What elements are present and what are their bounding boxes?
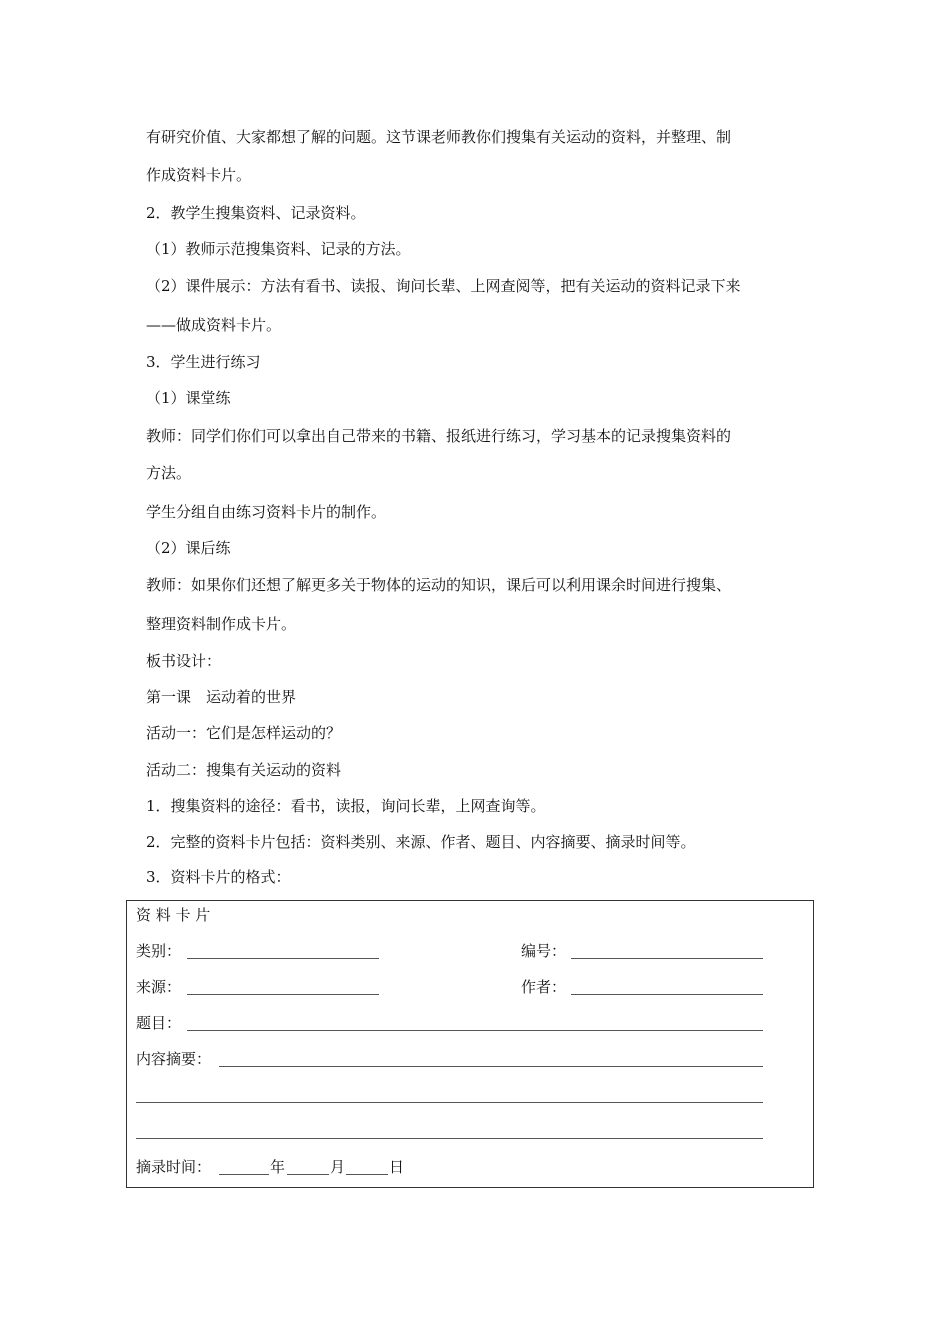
- paragraph-line: 3．资料卡片的格式：: [146, 868, 291, 886]
- card-title: 资 料 卡 片: [136, 906, 211, 924]
- paragraph-line: 1．搜集资料的途径：看书，读报，询问长辈，上网查询等。: [146, 797, 546, 815]
- paragraph-line: （2）课后练: [146, 539, 231, 557]
- topic-label: 题目：: [136, 1014, 182, 1032]
- month-label: 月: [330, 1158, 346, 1176]
- paragraph-line: 板书设计：: [146, 652, 222, 670]
- month-blank: [287, 1174, 329, 1175]
- paragraph-line: 学生分组自由练习资料卡片的制作。: [146, 503, 387, 521]
- category-label: 类别：: [136, 942, 182, 960]
- paragraph-line: 2．完整的资料卡片包括：资料类别、来源、作者、题目、内容摘要、摘录时间等。: [146, 833, 696, 851]
- summary-blank: [136, 1138, 763, 1139]
- paragraph-line: 第一课 运动着的世界: [146, 688, 297, 706]
- number-blank: [571, 958, 763, 959]
- year-label: 年: [270, 1158, 286, 1176]
- time-label: 摘录时间：: [136, 1158, 212, 1176]
- summary-blank: [136, 1102, 763, 1103]
- paragraph-line: （1）教师示范搜集资料、记录的方法。: [146, 240, 411, 258]
- paragraph-line: 活动一：它们是怎样运动的？: [146, 724, 342, 742]
- day-blank: [346, 1174, 388, 1175]
- paragraph-line: 教师：如果你们还想了解更多关于物体的运动的知识，课后可以利用课余时间进行搜集、: [146, 576, 732, 594]
- paragraph-line: （2）课件展示：方法有看书、读报、询问长辈、上网查阅等，把有关运动的资料记录下来: [146, 277, 741, 295]
- paragraph-line: 方法。: [146, 464, 192, 482]
- author-label: 作者：: [521, 978, 567, 996]
- source-label: 来源：: [136, 978, 182, 996]
- source-blank: [187, 994, 379, 995]
- summary-blank: [219, 1066, 763, 1067]
- info-card: [126, 900, 814, 1188]
- category-blank: [187, 958, 379, 959]
- day-label: 日: [389, 1158, 405, 1176]
- paragraph-line: 3．学生进行练习: [146, 353, 261, 371]
- paragraph-line: 教师：同学们你们可以拿出自己带来的书籍、报纸进行练习，学习基本的记录搜集资料的: [146, 427, 732, 445]
- year-blank: [219, 1174, 269, 1175]
- paragraph-line: 2．教学生搜集资料、记录资料。: [146, 204, 366, 222]
- paragraph-line: 作成资料卡片。: [146, 166, 252, 184]
- paragraph-line: ——做成资料卡片。: [146, 316, 282, 334]
- topic-blank: [187, 1030, 763, 1031]
- number-label: 编号：: [521, 942, 567, 960]
- summary-label: 内容摘要：: [136, 1050, 212, 1068]
- paragraph-line: 有研究价值、大家都想了解的问题。这节课老师教你们搜集有关运动的资料，并整理、制: [146, 128, 732, 146]
- paragraph-line: 整理资料制作成卡片。: [146, 615, 297, 633]
- paragraph-line: （1）课堂练: [146, 389, 231, 407]
- author-blank: [571, 994, 763, 995]
- paragraph-line: 活动二：搜集有关运动的资料: [146, 761, 342, 779]
